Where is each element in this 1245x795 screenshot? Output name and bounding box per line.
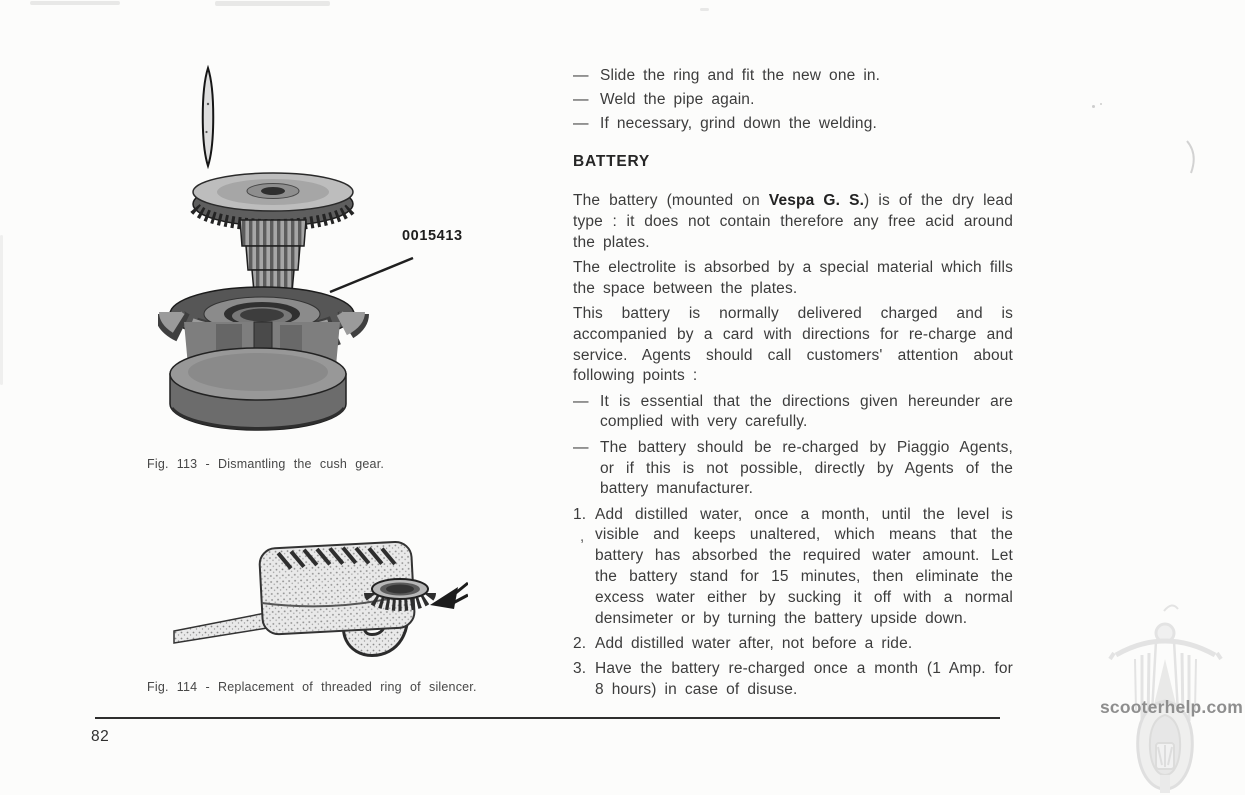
paragraph-text: The battery (mounted on (573, 192, 769, 209)
number-marker: 3. (573, 660, 587, 678)
dash-marker: — (573, 91, 589, 108)
scan-speck (1092, 105, 1095, 108)
figure-114-silencer-illustration (168, 517, 468, 667)
scan-smudge (700, 8, 709, 11)
part-label-leader-line (320, 250, 420, 298)
list-item-text: Add distilled water, once a month, until the level is visible and keeps unaltered, which means that the battery has absorbed the required water amount. Let the battery stand for 15 minutes, then eliminate the excess water either by sucking it off with a normal densimeter or by turning the battery upside down. (595, 505, 1013, 627)
scan-curve-mark (1185, 140, 1199, 174)
footer-rule (95, 717, 1000, 719)
scooter-watermark-icon (1108, 593, 1223, 795)
number-marker: 1. (573, 505, 587, 523)
list-item (573, 392, 1013, 434)
scan-smudge (215, 1, 330, 6)
list-item-text: It is essential that the directions given hereunder are complied with very carefully. (600, 392, 1013, 431)
dash-marker: — (573, 67, 589, 84)
watermark-text: scooterhelp.com (1100, 697, 1244, 717)
text-column (573, 65, 1013, 701)
scan-smudge (30, 1, 120, 5)
list-item (573, 113, 1013, 134)
list-item (573, 89, 1013, 110)
numbered-list-item (573, 634, 1013, 655)
list-item (573, 438, 1013, 500)
numbered-list-item (573, 505, 1013, 630)
paragraph (573, 191, 1013, 253)
bold-vespa-gs: Vespa G. S. (768, 192, 865, 209)
list-item-text: Weld the pipe again. (600, 91, 755, 108)
list-item (573, 65, 1013, 86)
scan-speck (1100, 103, 1102, 105)
scan-stray-comma: , (580, 528, 585, 545)
page-number: 82 (91, 728, 110, 745)
section-heading-battery: BATTERY (573, 153, 651, 170)
figure-114-caption: Fig. 114 - Replacement of threaded ring of silencer. (147, 680, 477, 694)
list-item-text: Add distilled water after, not before a ride. (595, 634, 913, 652)
dash-marker: — (573, 392, 589, 410)
dash-marker: — (573, 438, 589, 456)
paragraph-text: ) is of the dry lead type : it does not contain therefore any free acid around the plates. (573, 192, 1013, 251)
numbered-list-item (573, 659, 1013, 701)
list-item-text: Slide the ring and fit the new one in. (600, 67, 881, 84)
list-item-text: Have the battery re-charged once a month (1 Amp. for 8 hours) in case of disuse. (595, 660, 1013, 699)
paragraph: This battery is normally delivered charged and is accompanied by a card with directions for re-charge and service. Agents should call customers' attention about following points : (573, 304, 1013, 385)
scan-smudge (0, 235, 3, 385)
part-number-label: 0015413 (402, 228, 463, 244)
figure-113-caption: Fig. 113 - Dismantling the cush gear. (147, 457, 385, 471)
paragraph: The electrolite is absorbed by a special material which fills the space between the plates. (573, 258, 1013, 297)
list-item-text: If necessary, grind down the welding. (600, 115, 877, 132)
number-marker: 2. (573, 634, 587, 652)
dash-marker: — (573, 115, 589, 132)
list-item-text: The battery should be re-charged by Piaggio Agents, or if this is not possible, directly by Agents of the battery manufacturer. (600, 438, 1013, 498)
